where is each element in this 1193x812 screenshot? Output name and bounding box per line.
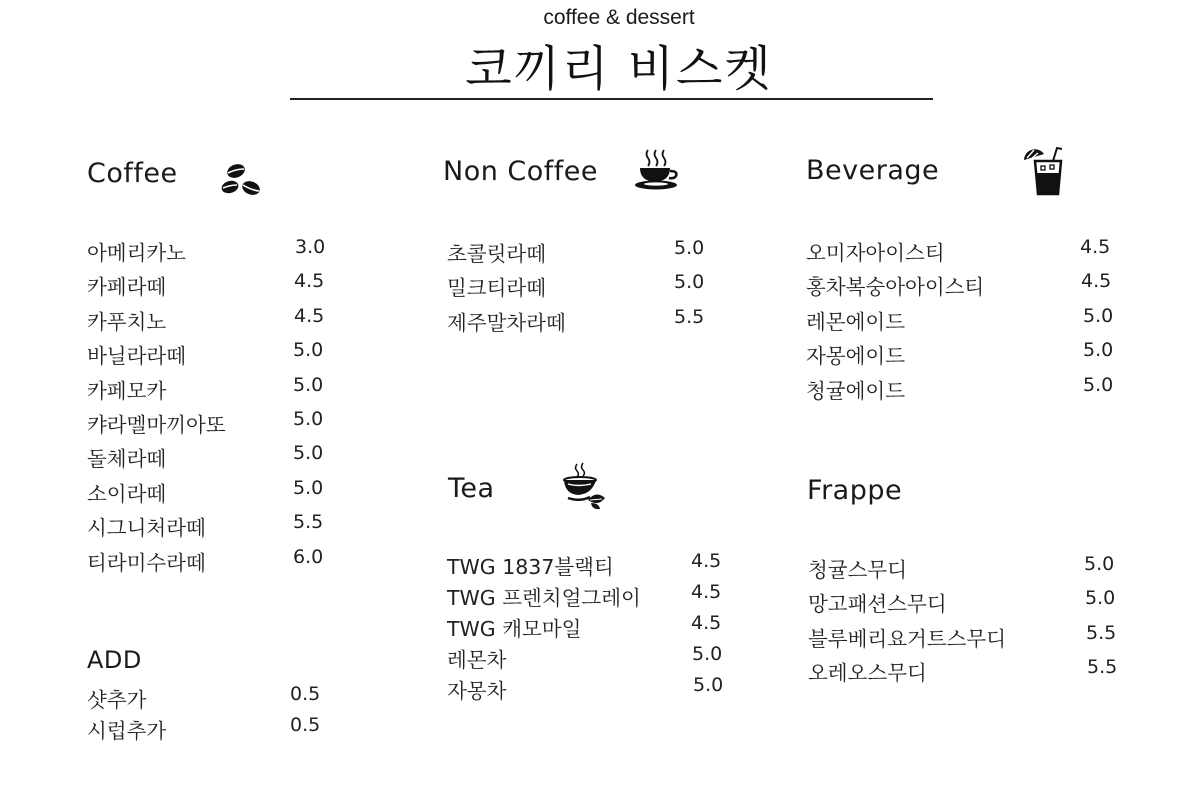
item-name: 바닐라라떼 [87,344,187,369]
item-price: 5.0 [293,407,324,430]
item-name: 샷추가 [87,688,147,712]
item-name: 홍차복숭아아이스티 [806,275,985,300]
item-price: 5.0 [1083,304,1114,327]
item-price: 5.0 [293,373,324,396]
section-title-frappe: Frappe [807,475,903,506]
item-name: TWG 캐모마일 [447,617,582,641]
item-name: 오레오스무디 [808,661,927,686]
item-name: 초콜릿라떼 [447,242,547,266]
item-price: 4.5 [1080,236,1111,258]
item-price: 5.5 [1086,621,1117,644]
section-title-non-coffee: Non Coffee [443,156,599,187]
item-price: 5.0 [293,442,324,465]
item-name: 레몬차 [447,648,507,672]
item-name: 시그니처라떼 [87,516,206,541]
item-price: 5.0 [1085,587,1116,610]
item-name: 망고패션스무디 [808,592,947,617]
item-price: 4.5 [294,304,325,327]
item-price: 5.0 [693,674,724,696]
section-title-tea: Tea [448,473,495,504]
section-title-add: ADD [87,646,142,674]
item-price: 5.0 [1083,373,1114,396]
hot-cup-icon [634,148,682,192]
item-price: 4.5 [691,612,722,634]
item-price: 5.0 [692,643,723,665]
item-name: 청귤스무디 [808,558,908,582]
item-name: TWG 프렌치얼그레이 [447,586,641,610]
item-price: 4.5 [1081,270,1112,293]
item-price: 5.0 [674,237,705,259]
item-price: 5.5 [293,511,324,534]
item-price: 5.0 [1083,339,1114,362]
item-price: 5.0 [293,339,324,362]
item-name: 블루베리요거트스무디 [808,626,1007,651]
shop-title: 코끼리 비스켓 [465,41,773,97]
item-name: 카푸치노 [87,309,167,334]
item-name: 소이라떼 [87,481,167,506]
item-name: 시럽추가 [87,719,167,743]
item-name: 자몽에이드 [806,344,906,369]
menu-subtitle: coffee & dessert [543,6,695,29]
item-name: 밀크티라떼 [447,276,547,301]
item-price: 4.5 [691,550,722,572]
item-name: 돌체라떼 [87,447,167,472]
item-price: 5.0 [674,271,705,294]
item-name: 오미자아이스티 [806,241,945,265]
item-name: 레몬에이드 [806,309,906,334]
item-name: 제주말차라떼 [447,310,566,335]
section-title-coffee: Coffee [87,158,178,189]
item-name: TWG 1837블랙티 [447,555,614,579]
section-title-beverage: Beverage [806,155,940,186]
iced-drink-icon [1022,146,1066,196]
item-price: 0.5 [290,714,321,736]
item-name: 카페모카 [87,378,167,403]
item-name: 청귤에이드 [806,378,906,403]
item-price: 3.0 [295,236,326,258]
item-name: 아메리카노 [87,241,187,265]
item-price: 4.5 [294,270,325,293]
item-price: 5.5 [1087,656,1118,679]
item-price: 5.5 [674,305,705,328]
item-name: 티라미수라떼 [87,550,206,575]
coffee-beans-icon [220,160,264,198]
item-price: 4.5 [691,581,722,603]
item-name: 자몽차 [447,679,507,703]
item-price: 6.0 [293,545,324,568]
title-divider [290,98,933,100]
item-name: 카페라떼 [87,275,167,300]
item-price: 5.0 [1084,553,1115,575]
tea-cup-icon [558,462,608,512]
item-name: 캬라멜마끼아또 [87,412,226,437]
item-price: 0.5 [290,683,321,705]
item-price: 5.0 [293,476,324,499]
